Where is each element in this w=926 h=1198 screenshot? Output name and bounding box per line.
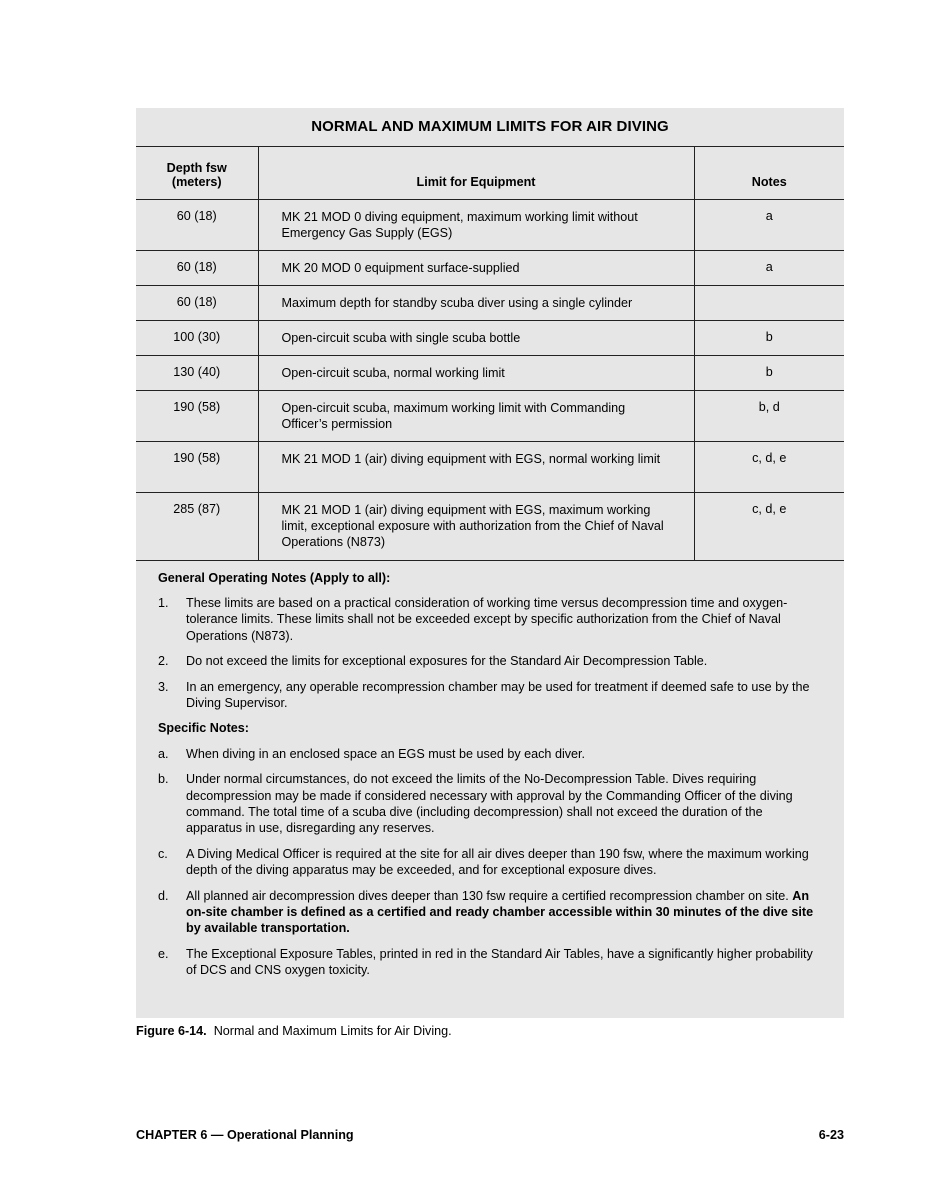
table-row [136, 492, 844, 560]
note-text [186, 888, 822, 937]
specific-notes-heading: Specific Notes: [158, 721, 249, 736]
limits-table [136, 147, 844, 561]
table-row [136, 199, 844, 250]
general-note [158, 653, 822, 669]
limit-cell: MK 21 MOD 1 (air) diving equipment with EGS, maximum working limit, exceptional exposure with authorization from the Chief of Naval Operations (N873) [258, 492, 694, 560]
depth-column-header [136, 147, 258, 199]
depth-header-line2: (meters) [171, 174, 222, 189]
footer-chapter: CHAPTER 6 — Operational Planning [136, 1128, 354, 1142]
notes-section [136, 561, 844, 979]
figure-title: NORMAL AND MAXIMUM LIMITS FOR AIR DIVING [136, 108, 844, 147]
limit-cell: Maximum depth for standby scuba diver using a single cylinder [258, 285, 694, 320]
note-label: e. [158, 946, 169, 961]
note-text: A Diving Medical Officer is required at the site for all air dives deeper than 190 fsw, where the maximum working depth of the diving apparatus may be exceeded, and for exceptional exposure dives. [186, 846, 809, 878]
figure-caption [136, 1024, 452, 1038]
notes-cell: c, d, e [694, 492, 844, 560]
table-row [136, 250, 844, 285]
limit-cell: MK 20 MOD 0 equipment surface-supplied [258, 250, 694, 285]
specific-note [158, 946, 822, 979]
page-footer [136, 1128, 844, 1142]
notes-cell: c, d, e [694, 441, 844, 492]
note-text-bold: An on-site chamber is defined as a certified and ready chamber accessible within 30 minutes of the dive site by available transportation. [186, 888, 814, 936]
limit-cell: Open-circuit scuba, normal working limit [258, 355, 694, 390]
footer-page-number: 6-23 [818, 1128, 844, 1142]
specific-note [158, 746, 822, 762]
note-text: Do not exceed the limits for exceptional exposures for the Standard Air Decompression Table. [186, 654, 708, 669]
note-label: b. [158, 772, 169, 787]
note-text: The Exceptional Exposure Tables, printed in red in the Standard Air Tables, have a significantly higher probability of DCS and CNS oxygen toxicity. [186, 946, 813, 978]
note-text: These limits are based on a practical consideration of working time versus decompression time and oxygen-tolerance limits. These limits shall not be exceeded except by specific authorization from the Chief of Naval Operations (N873). [186, 595, 788, 643]
table-row [136, 355, 844, 390]
depth-cell: 130 (40) [136, 355, 258, 390]
note-label: 3. [158, 679, 169, 694]
table-row [136, 441, 844, 492]
limit-cell: MK 21 MOD 1 (air) diving equipment with EGS, normal working limit [258, 441, 694, 492]
limit-cell: MK 21 MOD 0 diving equipment, maximum working limit without Emergency Gas Supply (EGS) [258, 199, 694, 250]
depth-cell: 190 (58) [136, 390, 258, 441]
general-note [158, 595, 822, 644]
depth-header-line1: Depth fsw [166, 160, 227, 175]
note-text: When diving in an enclosed space an EGS must be used by each diver. [186, 746, 586, 761]
depth-cell: 60 (18) [136, 199, 258, 250]
note-text-regular: All planned air decompression dives deeper than 130 fsw require a certified recompression chamber on site. [186, 888, 793, 903]
depth-cell: 285 (87) [136, 492, 258, 560]
note-label: 2. [158, 654, 169, 669]
depth-cell: 60 (18) [136, 250, 258, 285]
notes-column-header: Notes [694, 147, 844, 199]
note-text: Under normal circumstances, do not exceed the limits of the No-Decompression Table. Dives requiring decompression may be made if considered necessary with approval by the Commanding Officer of the diving command. The total time of a scuba dive (including decompression) shall not exceed the duration of the apparatus in use, disregarding any reserves. [186, 772, 793, 836]
table-row [136, 320, 844, 355]
table-header-row [136, 147, 844, 199]
notes-cell: b, d [694, 390, 844, 441]
specific-note [158, 771, 822, 837]
depth-cell: 190 (58) [136, 441, 258, 492]
note-text: In an emergency, any operable recompression chamber may be used for treatment if deemed safe to use by the Diving Supervisor. [186, 679, 810, 710]
depth-cell: 100 (30) [136, 320, 258, 355]
notes-cell: b [694, 320, 844, 355]
note-label: d. [158, 888, 169, 903]
table-row [136, 285, 844, 320]
note-label: a. [158, 746, 169, 761]
limit-cell: Open-circuit scuba, maximum working limit with Commanding Officer’s permission [258, 390, 694, 441]
general-note [158, 679, 822, 712]
limit-cell: Open-circuit scuba with single scuba bottle [258, 320, 694, 355]
limits-figure [136, 108, 844, 1018]
notes-cell: a [694, 250, 844, 285]
note-label: c. [158, 846, 168, 861]
notes-cell: b [694, 355, 844, 390]
caption-label: Figure 6-14. [136, 1024, 207, 1038]
note-label: 1. [158, 595, 169, 610]
specific-note [158, 888, 822, 937]
notes-cell: a [694, 199, 844, 250]
general-notes-heading: General Operating Notes (Apply to all): [158, 570, 391, 585]
depth-cell: 60 (18) [136, 285, 258, 320]
specific-note [158, 846, 822, 879]
table-row [136, 390, 844, 441]
caption-text: Normal and Maximum Limits for Air Diving. [213, 1024, 452, 1038]
notes-cell [694, 285, 844, 320]
limit-column-header: Limit for Equipment [258, 147, 694, 199]
